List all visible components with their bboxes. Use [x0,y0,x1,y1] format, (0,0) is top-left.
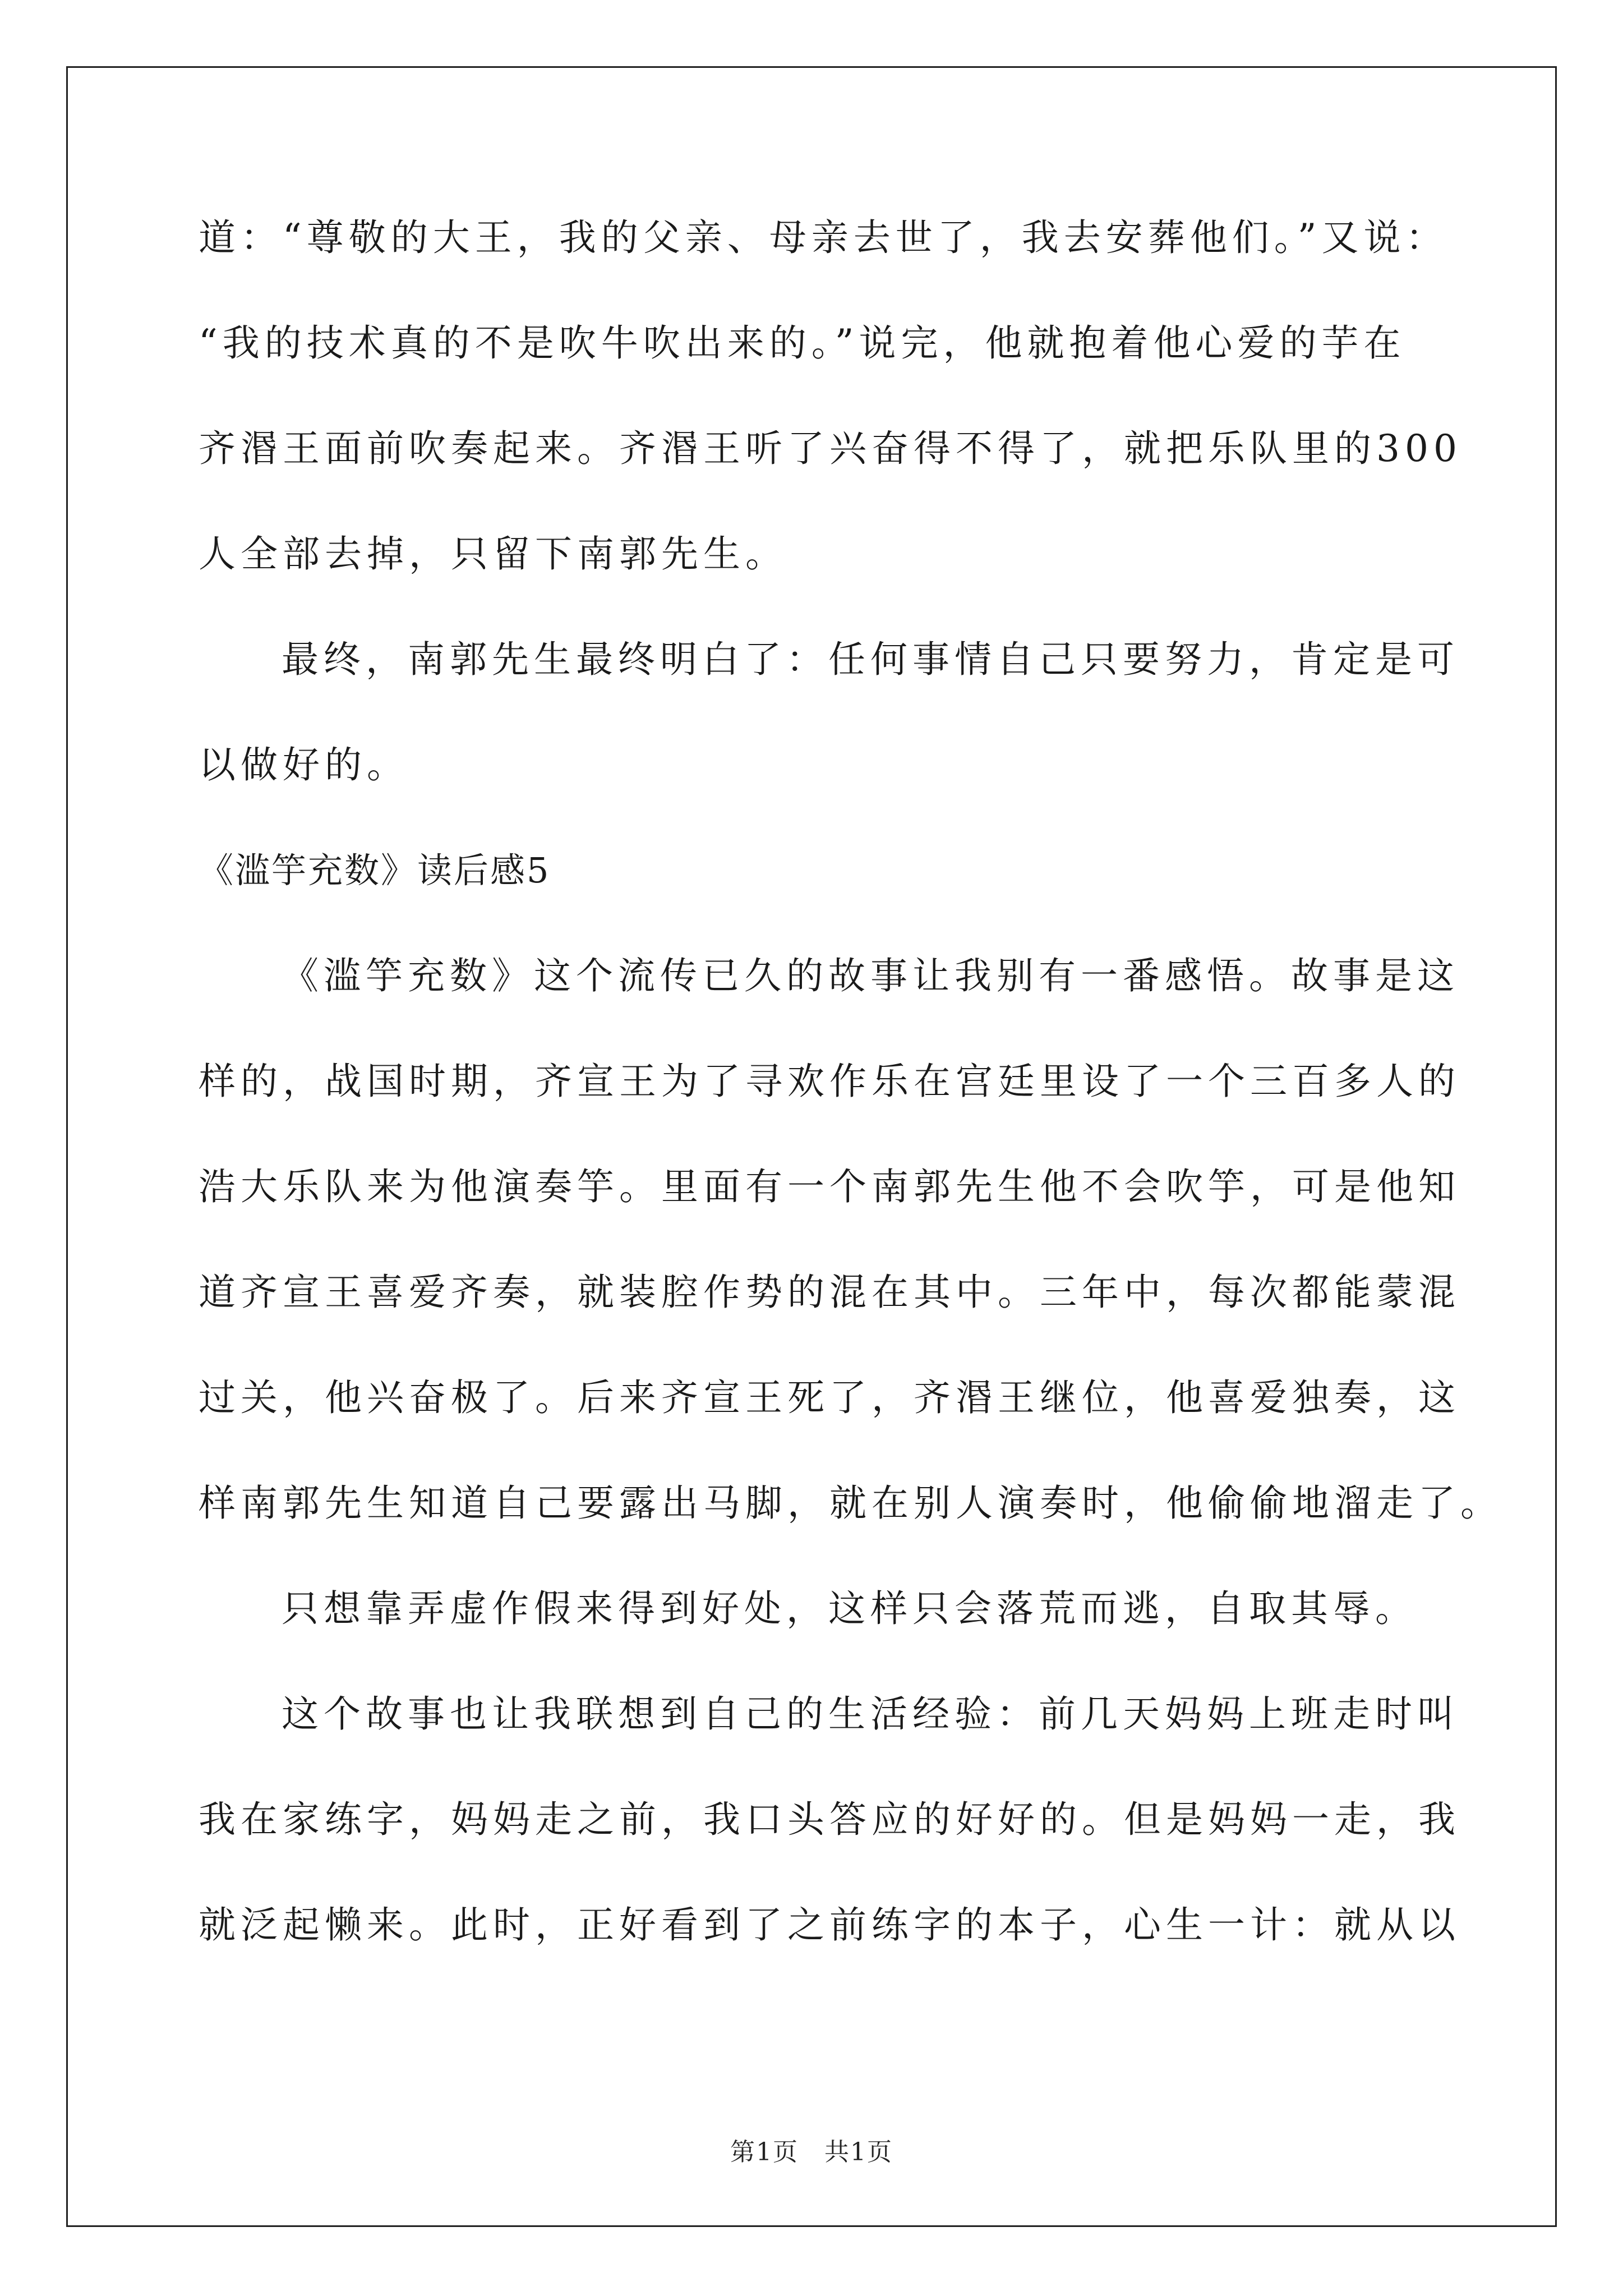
section-heading: 《滥竽充数》读后感5 [199,850,551,891]
paragraph-1-line-3: 齐湣王面前吹奏起来。齐湣王听了兴奋得不得了，就把乐队里的300 [199,427,1462,470]
paragraph-2-line-2: 以做好的。 [199,743,409,786]
paragraph-1-line-1: 道：“尊敬的大王，我的父亲、母亲去世了，我去安葬他们。”又说： [199,216,1448,259]
paragraph-3-line-6: 样南郭先生知道自己要露出马脚，就在别人演奏时，他偷偷地溜走了。 [199,1481,1502,1525]
paragraph-5-line-3: 就泛起懒来。此时，正好看到了之前练字的本子，心生一计：就从以 [199,1903,1460,1947]
paragraph-3-line-1: 《滥竽充数》这个流传已久的故事让我别有一番感悟。故事是这 [282,954,1459,997]
paragraph-3-line-5: 过关，他兴奋极了。后来齐宣王死了，齐湣王继位，他喜爱独奏，这 [199,1376,1460,1419]
paragraph-5-line-2: 我在家练字，妈妈走之前，我口头答应的好好的。但是妈妈一走，我 [199,1798,1460,1841]
paragraph-3-line-3: 浩大乐队来为他演奏竽。里面有一个南郭先生他不会吹竽，可是他知 [199,1165,1460,1208]
page-number-footer: 第1页 共1页 [730,2138,893,2166]
paragraph-3-line-2: 样的，战国时期，齐宣王为了寻欢作乐在宫廷里设了一个三百多人的 [199,1060,1460,1103]
paragraph-1-line-2: “我的技术真的不是吹牛吹出来的。”说完，他就抱着他心爱的芋在 [199,321,1406,365]
paragraph-2-line-1: 最终，南郭先生最终明白了：任何事情自己只要努力，肯定是可 [282,638,1459,681]
paragraph-5-line-1: 这个故事也让我联想到自己的生活经验：前几天妈妈上班走时叫 [282,1692,1459,1736]
document-body [199,185,1502,1978]
paragraph-4-line-1: 只想靠弄虚作假来得到好处，这样只会落荒而逃，自取其辱。 [282,1587,1417,1630]
paragraph-3-line-4: 道齐宣王喜爱齐奏，就装腔作势的混在其中。三年中，每次都能蒙混 [199,1271,1460,1314]
paragraph-1-line-4: 人全部去掉，只留下南郭先生。 [199,532,787,576]
